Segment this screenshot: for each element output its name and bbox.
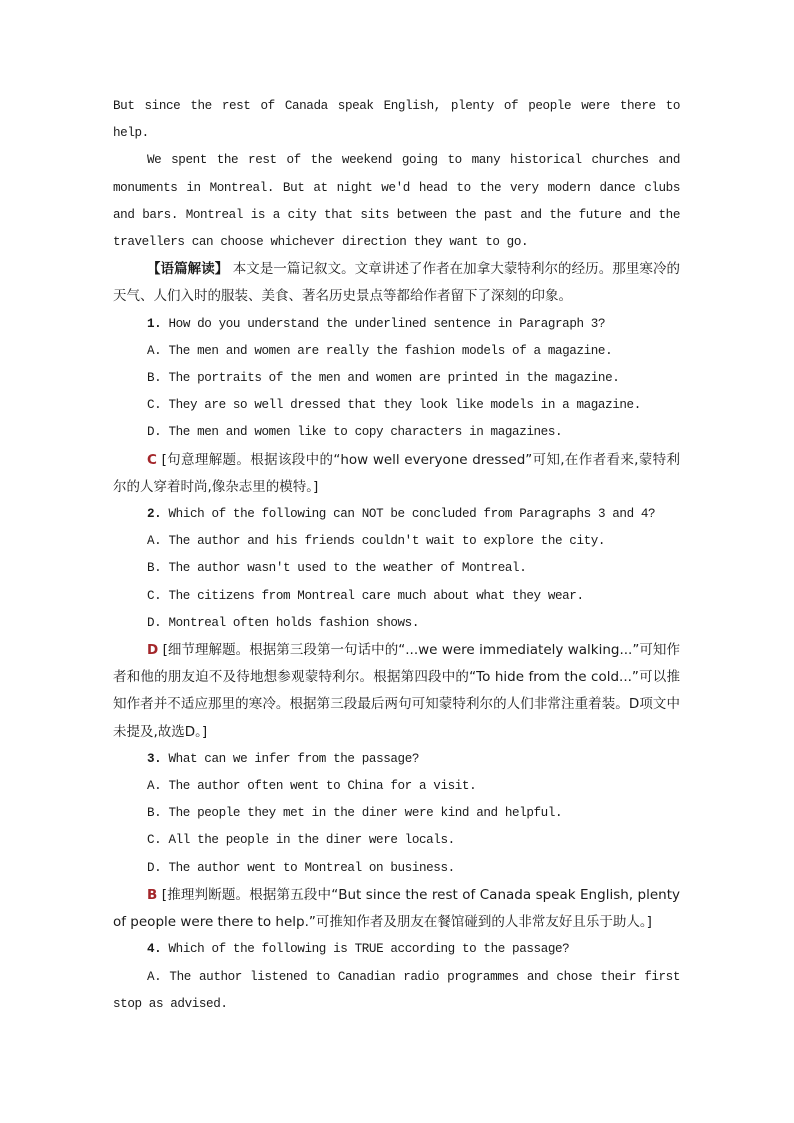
question-number: 3.: [147, 751, 162, 766]
question-text: What can we infer from the passage?: [168, 751, 420, 766]
answer-letter: B: [147, 886, 158, 903]
document-page: [113, 93, 680, 1018]
option-c: C. The citizens from Montreal care much about what they wear.: [147, 588, 584, 603]
answer-letter: D: [147, 642, 159, 659]
option-b: B. The portraits of the men and women are printed in the magazine.: [147, 371, 620, 386]
analysis-tag: 【语篇解读】: [147, 261, 229, 278]
option-b: B. The author wasn't used to the weather of Montreal.: [147, 561, 527, 576]
option-d: D. The author went to Montreal on business.: [147, 860, 455, 875]
question-stem: [113, 746, 680, 773]
passage-analysis: [113, 256, 680, 310]
passage-paragraph: We spent the rest of the weekend going to many historical churches and monuments in Montreal. But at night we'd head to the very modern dance clubs and bars. Montreal is a city that sits between the past and the future and the travellers can choose whichever direction they want to go.: [113, 153, 680, 250]
answer-explanation: [113, 637, 680, 746]
question-stem: [113, 936, 680, 963]
answer-explanation: [113, 447, 680, 501]
explanation-text: [推理判断题。根据第五段中“But since the rest of Canada speak English, plenty of people were there to help.”可推知作者及朋友在餐馆碰到的人非常友好且乐于助人。]: [113, 886, 680, 931]
option-a: A. The author and his friends couldn't wait to explore the city.: [147, 534, 606, 549]
option-a: A. The men and women are really the fashion models of a magazine.: [147, 343, 613, 358]
question-number: 1.: [147, 316, 162, 331]
option-d: D. Montreal often holds fashion shows.: [147, 615, 419, 630]
answer-explanation: [113, 882, 680, 936]
answer-letter: C: [147, 451, 157, 468]
option-d: D. The men and women like to copy characters in magazines.: [147, 425, 563, 440]
question-text: Which of the following can NOT be concluded from Paragraphs 3 and 4?: [168, 507, 656, 522]
question-stem: [113, 501, 680, 528]
explanation-text: [细节理解题。根据第三段第一句话中的“...we were immediately walking...”可知作者和他的朋友迫不及待地想参观蒙特利尔。根据第四段中的“To hide from the cold...”可以推知作者并不适应那里的寒冷。根据第三段最后两句可知蒙特利尔的人们非常注重着装。D项文中未提及,故选D。]: [113, 642, 680, 740]
option-a: A. The author listened to Canadian radio programmes and chose their first stop as advised.: [113, 969, 680, 1011]
option-b: B. The people they met in the diner were kind and helpful.: [147, 806, 563, 821]
question-number: 2.: [147, 507, 162, 522]
question-number: 4.: [147, 942, 162, 957]
option-c: C. All the people in the diner were locals.: [147, 833, 455, 848]
option-c: C. They are so well dressed that they look like models in a magazine.: [147, 398, 641, 413]
question-text: Which of the following is TRUE according to the passage?: [168, 942, 570, 957]
analysis-text: 本文是一篇记叙文。文章讲述了作者在加拿大蒙特利尔的经历。那里寒冷的天气、人们入时的服装、美食、著名历史景点等都给作者留下了深刻的印象。: [113, 261, 681, 305]
passage-line: But since the rest of Canada speak English, plenty of people were there to help.: [113, 99, 680, 141]
question-text: How do you understand the underlined sentence in Paragraph 3?: [168, 316, 606, 331]
explanation-text: [句意理解题。根据该段中的“how well everyone dressed”可知,在作者看来,蒙特利尔的人穿着时尚,像杂志里的模特。]: [113, 451, 680, 495]
question-stem: [113, 311, 680, 338]
option-a: A. The author often went to China for a visit.: [147, 779, 477, 794]
